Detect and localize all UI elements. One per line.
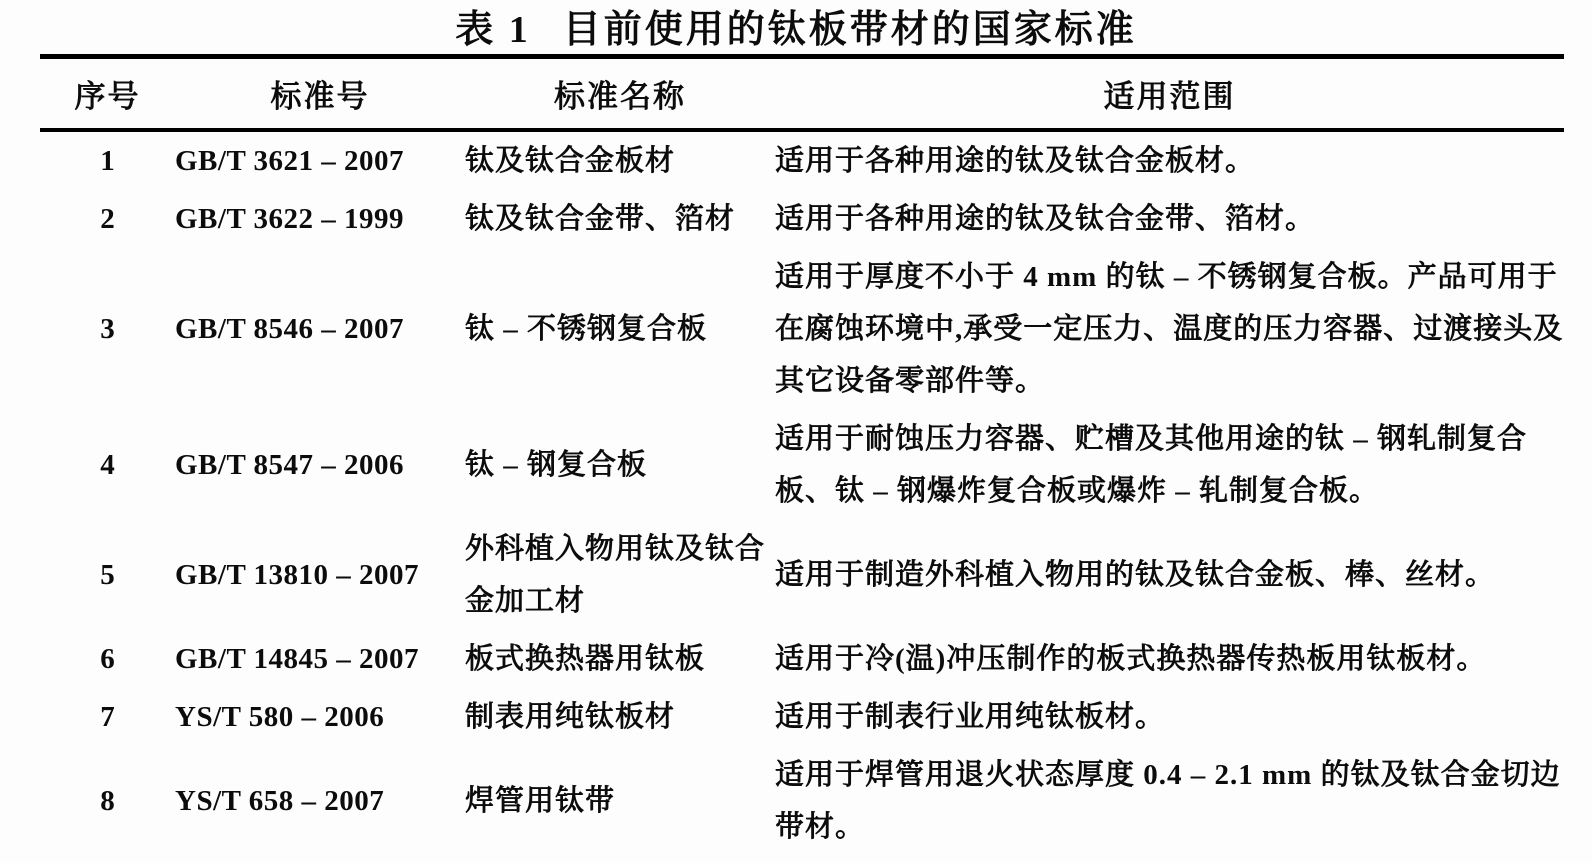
col-header-no: 序号 [40,57,175,131]
cell-standard-number: GB/T 8546 – 2007 [175,313,405,345]
cell-standard-number: GB/T 3621 – 2007 [175,145,405,177]
cell-scope: 适用于焊管用退火状态厚度 0.4 – 2.1 mm 的钛及钛合金切边带材。 [775,759,1561,843]
cell-standard-number: YS/T 580 – 2006 [175,701,385,733]
cell-no: 5 [100,559,115,591]
cell-no: 1 [100,145,115,177]
cell-scope: 适用于耐蚀压力容器、贮槽及其他用途的钛 – 钢轧制复合板、钛 – 钢爆炸复合板或爆炸 – 轧制复合板。 [775,423,1528,507]
cell-no: 2 [100,203,115,235]
col-header-scope: 适用范围 [775,57,1564,131]
table-title-label: 表 1 [455,9,531,51]
cell-standard-number: GB/T 14845 – 2007 [175,643,420,675]
table-row [40,410,1564,520]
table-row [40,130,1564,190]
table-title-text: 目前使用的钛板带材的国家标准 [562,9,1137,51]
cell-standard-name: 板式换热器用钛板 [465,643,706,675]
table-row [40,190,1564,248]
cell-standard-name: 钛 – 钢复合板 [465,449,648,481]
table-row [40,746,1564,856]
cell-scope: 适用于制表行业用纯钛板材。 [775,701,1166,733]
cell-no: 3 [100,313,115,345]
table-header-row [40,57,1564,131]
cell-scope: 适用于各种用途的钛及钛合金板材。 [775,145,1256,177]
cell-no: 4 [100,449,115,481]
cell-standard-number: YS/T 658 – 2007 [175,785,385,817]
cell-scope: 适用于冷(温)冲压制作的板式换热器传热板用钛板材。 [775,643,1487,675]
table-row [40,248,1564,410]
cell-standard-name: 制表用纯钛板材 [465,701,676,733]
table-title [0,6,1592,54]
cell-standard-number: GB/T 13810 – 2007 [175,559,420,591]
cell-standard-number: GB/T 3622 – 1999 [175,203,405,235]
cell-standard-name: 钛及钛合金板材 [465,145,676,177]
cell-standard-name: 外科植入物用钛及钛合金加工材 [465,533,766,617]
cell-no: 7 [100,701,115,733]
cell-no: 6 [100,643,115,675]
cell-scope: 适用于各种用途的钛及钛合金带、箔材。 [775,203,1316,235]
col-header-standard-number: 标准号 [175,57,465,131]
cell-no: 8 [100,785,115,817]
cell-scope: 适用于厚度不小于 4 mm 的钛 – 不锈钢复合板。产品可用于在腐蚀环境中,承受一定压力、温度的压力容器、过渡接头及其它设备零部件等。 [775,261,1564,397]
cell-standard-name: 焊管用钛带 [465,785,616,817]
cell-standard-name: 钛 – 不锈钢复合板 [465,313,708,345]
cell-standard-number: GB/T 8547 – 2006 [175,449,405,481]
table-row [40,688,1564,746]
cell-standard-name: 钛及钛合金带、箔材 [465,203,736,235]
cell-scope: 适用于制造外科植入物用的钛及钛合金板、棒、丝材。 [775,559,1496,591]
col-header-standard-name: 标准名称 [465,57,775,131]
standards-table [40,54,1564,856]
table-row [40,520,1564,630]
table-row [40,630,1564,688]
